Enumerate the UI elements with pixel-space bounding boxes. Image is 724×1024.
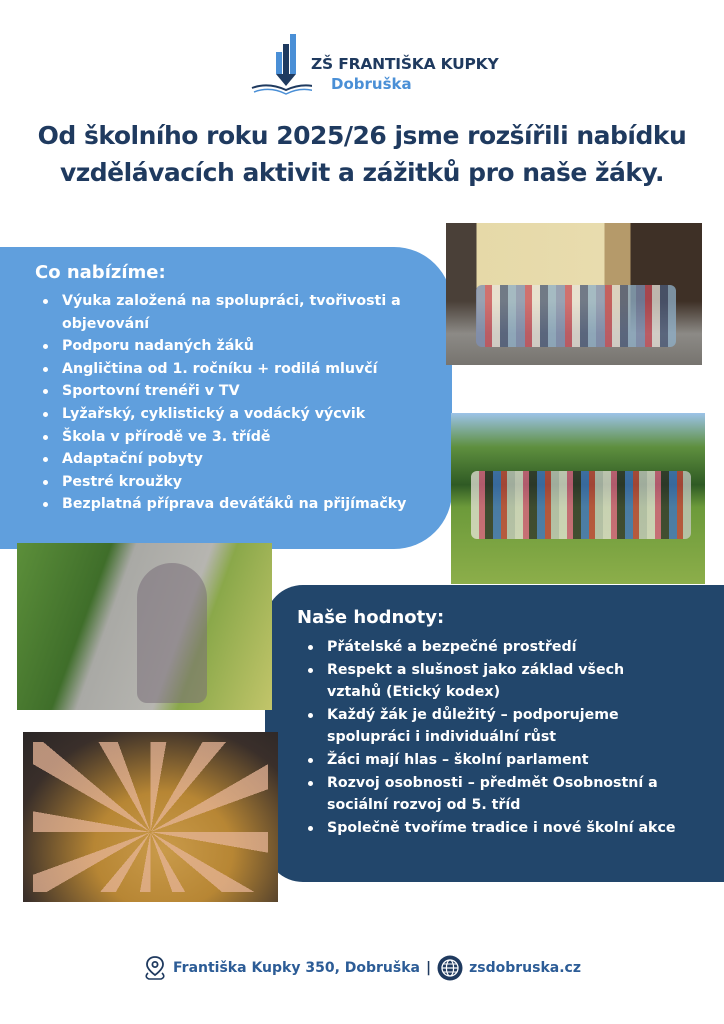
school-logo [250, 32, 499, 98]
values-list [303, 636, 676, 839]
globe-icon [437, 955, 463, 981]
hands-circle [33, 742, 268, 892]
cyclist [137, 563, 207, 703]
offer-item: Výuka založená na spolupráci, tvořivosti a [38, 290, 406, 313]
value-item-continued: spolupráci i individuální růst [327, 729, 557, 746]
group-photo-building [446, 223, 702, 365]
offer-item: Bezplatná příprava deváťáků na přijímačky [38, 493, 406, 516]
value-item: Přátelské a bezpečné prostředí [303, 636, 676, 659]
offer-item: Adaptační pobyty [38, 448, 406, 471]
offer-item: Pestré kroužky [38, 471, 406, 494]
value-item: Rozvoj osobnosti – předmět Osobnostní a [303, 772, 676, 795]
value-item: Každý žák je důležitý – podporujeme [303, 704, 676, 727]
page-headline [0, 117, 724, 191]
values-title: Naše hodnoty: [297, 607, 445, 628]
pencil-book-logo-icon [250, 32, 312, 98]
offer-item: Podporu nadaných žáků [38, 335, 406, 358]
wristbands-photo [23, 732, 278, 902]
offer-title: Co nabízíme: [35, 262, 166, 283]
offer-list [38, 290, 406, 516]
offer-item-continued: objevování [62, 315, 150, 332]
value-item: Společně tvoříme tradice i nové školní akce [303, 817, 676, 840]
website-link[interactable]: zsdobruska.cz [469, 960, 581, 976]
offer-item: Sportovní trenéři v TV [38, 380, 406, 403]
location-pin-icon [143, 955, 167, 981]
offer-item: Lyžařský, cyklistický a vodácký výcvik [38, 403, 406, 426]
footer-separator: | [425, 960, 432, 976]
school-name: ZŠ FRANTIŠKA KUPKY [311, 55, 499, 73]
offer-item: Škola v přírodě ve 3. třídě [38, 426, 406, 449]
students-group [471, 471, 691, 539]
value-item-continued: sociální rozvoj od 5. tříd [327, 797, 521, 814]
value-item: Žáci mají hlas – školní parlament [303, 749, 676, 772]
headline-line-1: Od školního roku 2025/26 jsme rozšířili nabídku [37, 121, 687, 150]
footer-contact [0, 954, 724, 982]
headline-line-2: vzdělávacích aktivit a zážitků pro naše žáky. [59, 158, 665, 187]
school-town: Dobruška [331, 75, 412, 93]
offer-item: Angličtina od 1. ročníku + rodilá mluvčí [38, 358, 406, 381]
value-item: Respekt a slušnost jako základ všech [303, 659, 676, 682]
students-group [476, 285, 676, 347]
address-text: Františka Kupky 350, Dobruška [173, 960, 420, 976]
value-item-continued: vztahů (Etický kodex) [327, 684, 501, 701]
cycling-photo [17, 543, 272, 710]
group-photo-meadow [451, 413, 705, 584]
